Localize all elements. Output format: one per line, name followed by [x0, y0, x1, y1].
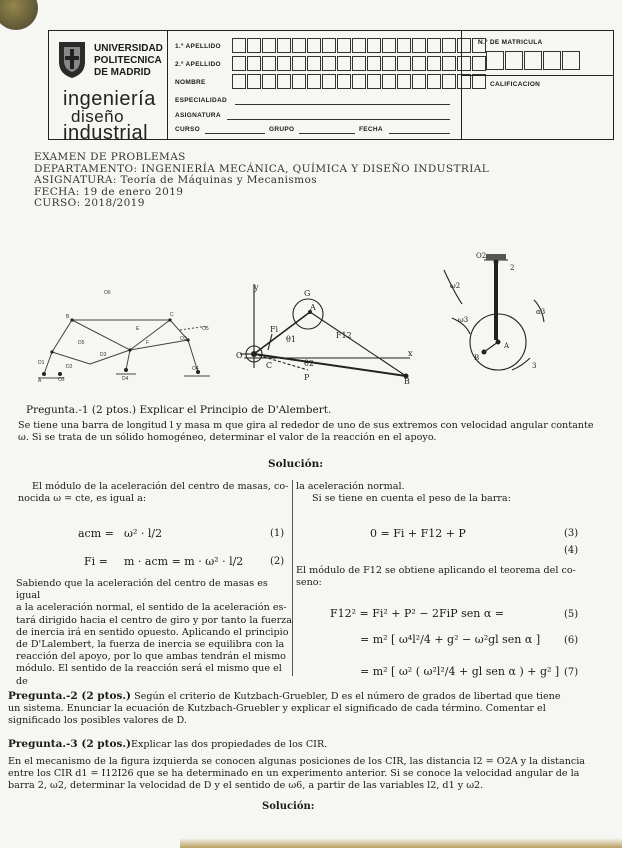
q3-text-line: barra 2, ω2, determinar la velocidad de D y el sentido de ω6, a partir de las variables l2, d1 y ω2.: [8, 780, 484, 792]
exam-date: FECHA: 19 de enero 2019: [34, 185, 184, 198]
q2-heading: Pregunta.-2 (2 ptos.): [8, 690, 132, 702]
eq7: = m² [ ω² ( ω²l²/4 + gl sen α ) + g² ]: [360, 665, 560, 678]
matricula-label: N.º DE MATRICULA: [478, 39, 543, 46]
figure-linkage: [30, 282, 220, 390]
eq2-rhs: m · acm = m · ω² · l/2: [124, 555, 244, 568]
label-d3: D3: [100, 352, 107, 358]
label-b: B: [404, 377, 410, 386]
matricula-column: [461, 31, 614, 139]
q1-left-para1: [18, 481, 290, 505]
label-fi: Fi: [270, 325, 279, 334]
q2-text: un sistema. Enunciar la ecuación de Kutzbach-Gruebler y explicar el significado de cada término. Comentar el: [8, 703, 546, 715]
university-crest-icon: [55, 40, 89, 80]
label-3: 3: [532, 362, 537, 370]
eq3-number: (3): [564, 528, 579, 539]
eq6-number: (6): [564, 635, 579, 646]
label-p: P: [304, 373, 310, 382]
curso-line[interactable]: [205, 133, 265, 134]
text-line: reacción del apoyo, por lo que ambas tendrán el mismo: [16, 651, 286, 663]
eq5-number: (5): [564, 609, 579, 620]
label-g: G: [304, 289, 311, 298]
label-o6: O6: [104, 290, 111, 296]
q1-statement-line: ω. Si se trata de un sólido homogéneo, determinar el valor de la reacción en el apoyo.: [18, 432, 437, 444]
text-line: Si se tiene en cuenta el peso de la barra:: [312, 493, 511, 505]
text-line: Sabiendo que la aceleración del centro de masas es igual: [16, 578, 268, 602]
label-f: F: [146, 340, 150, 346]
label-d2: D2: [66, 364, 73, 370]
eq2-number: (2): [270, 556, 285, 567]
q1-heading: Pregunta.-1 (2 ptos.) Explicar el Principio de D'Alembert.: [26, 404, 332, 416]
exam-department: DEPARTAMENTO: INGENIERÍA MECÁNICA, QUÍMICA Y DISEÑO INDUSTRIAL: [34, 162, 490, 175]
text-line: de D'Lalembert, la fuerza de inercia se equilibra con la: [16, 639, 285, 651]
university-name: UNIVERSIDAD POLITECNICA DE MADRID: [94, 43, 163, 78]
calificacion-label: CALIFICACION: [490, 81, 541, 88]
exam-course: CURSO: 2018/2019: [34, 197, 145, 209]
exam-subject: ASIGNATURA: Teoría de Máquinas y Mecanismos: [34, 174, 318, 186]
label-omega2: ω2: [450, 282, 461, 290]
asignatura-label: ASIGNATURA: [175, 112, 221, 119]
university-logo-block: [49, 31, 168, 144]
text-line: tará dirigido hacia el centro de giro y por tanto la fuerza: [16, 614, 292, 626]
apellido2-boxes[interactable]: [232, 56, 487, 71]
label-a: A: [38, 378, 42, 384]
apellido1-label: 1.º APELLIDO: [175, 43, 221, 50]
figure-forces: [224, 276, 420, 386]
label-o5: O5: [202, 326, 209, 332]
q1-right-para1: [296, 481, 596, 505]
q3-heading: Pregunta.-3 (2 ptos.): [8, 738, 132, 750]
exam-meta: [34, 152, 489, 210]
q1-statement: [18, 420, 610, 444]
label-y: y: [254, 283, 259, 292]
q3-heading-rest: Explicar las dos propiedades de los CIR.: [131, 739, 328, 750]
q3-text-line: En el mecanismo de la figura izquierda se conocen algunas posiciones de los CIR, las distancia l2 = O2A y la distancia: [8, 756, 586, 767]
text-line: módulo. El sentido de la reacción será el mismo que el de: [16, 663, 282, 687]
eq6: = m² [ ω⁴l²/4 + g² − ω²gl sen α ]: [360, 633, 541, 646]
label-b: B: [474, 354, 480, 362]
eq1-lhs: acm =: [78, 527, 114, 540]
eq7-number: (7): [564, 667, 579, 678]
eq1-rhs: ω² · l/2: [124, 527, 163, 540]
text-line: seno:: [296, 577, 322, 589]
label-a: A: [310, 303, 316, 312]
label-2: 2: [510, 264, 515, 272]
text-line: la aceleración normal.: [296, 481, 405, 492]
eq1-number: (1): [270, 528, 285, 539]
exam-header: [48, 30, 614, 144]
figure-disk: [426, 248, 556, 384]
matricula-boxes[interactable]: [486, 51, 581, 70]
label-b: B: [66, 314, 70, 320]
label-o2: O2: [476, 252, 487, 260]
text-line: El módulo de F12 se obtiene aplicando el teorema del co-: [296, 565, 576, 576]
curso-label: CURSO: [175, 126, 200, 133]
label-e: E: [136, 326, 140, 332]
q2-text: significado los posibles valores de D.: [8, 715, 187, 727]
label-o: O: [236, 351, 243, 360]
label-c: C: [170, 312, 174, 318]
q2-text: Según el criterio de Kutzbach-Gruebler, D es el número de grados de libertad que tiene: [134, 691, 561, 702]
paper-edge: [180, 838, 622, 848]
apellido2-label: 2.º APELLIDO: [175, 61, 221, 68]
label-c: C: [266, 361, 273, 370]
q2-line: [8, 690, 608, 703]
q1-statement-line: Se tiene una barra de longitud l y masa m que gira al rededor de uno de sus extremos con velocidad angular contante: [18, 420, 594, 431]
especialidad-line[interactable]: [235, 104, 450, 105]
fecha-label: FECHA: [359, 126, 383, 133]
exam-title: EXAMEN DE PROBLEMAS: [34, 151, 186, 163]
q1-solution-title: Solución:: [268, 458, 324, 470]
header-divider: [462, 75, 614, 76]
text-line: a la aceleración normal, el sentido de la aceleración es-: [16, 602, 287, 614]
q1-right-para2: [296, 565, 596, 589]
eq3: 0 = Fi + F12 + P: [370, 527, 466, 540]
fecha-line[interactable]: [389, 133, 450, 134]
label-omega3: ω3: [458, 316, 469, 324]
nombre-label: NOMBRE: [175, 79, 206, 86]
especialidad-label: ESPECIALIDAD: [175, 97, 227, 104]
asignatura-line[interactable]: [227, 119, 450, 120]
label-o3: O3: [180, 336, 187, 342]
column-divider: [292, 480, 293, 676]
label-d4: D4: [122, 376, 129, 382]
text-line: El módulo de la aceleración del centro de masas, co-: [32, 481, 289, 492]
label-theta1: θ1: [286, 335, 296, 344]
label-d1: D1: [38, 360, 45, 366]
q2-block: [8, 690, 608, 728]
text-line: de inercia irá en sentido opuesto. Aplicando el principio: [16, 626, 289, 638]
school-name: ingeniería diseño industrial: [63, 88, 156, 144]
label-o2: O2: [58, 377, 65, 383]
text-line: nocida ω = cte, es igual a:: [18, 493, 147, 505]
grupo-label: GRUPO: [269, 126, 295, 133]
q3-heading-line: [8, 738, 608, 751]
nombre-boxes[interactable]: [232, 74, 487, 89]
label-a: A: [504, 342, 510, 350]
q1-left-para2: [16, 578, 292, 688]
apellido1-boxes[interactable]: [232, 38, 487, 53]
eq2-lhs: Fi =: [84, 555, 108, 568]
label-o4: O4: [192, 366, 199, 372]
eq5: F12² = Fi² + P² − 2FiP sen α =: [330, 607, 504, 620]
q3-text: [8, 756, 614, 793]
label-d5: D5: [78, 340, 85, 346]
label-alpha3: α3: [536, 308, 546, 316]
q3-text-line: entre los CIR d1 = I12I26 que se ha determinado en un experimento anterior. Si se conoce la velocidad angular de la: [8, 768, 580, 780]
q3-solution-title: Solución:: [262, 801, 315, 812]
thumb-shadow: [0, 0, 38, 30]
eq4-number: (4): [564, 545, 579, 556]
grupo-line[interactable]: [299, 133, 355, 134]
label-f12: F12: [336, 331, 352, 340]
label-theta2: θ2: [304, 359, 314, 368]
label-x: x: [408, 349, 413, 358]
